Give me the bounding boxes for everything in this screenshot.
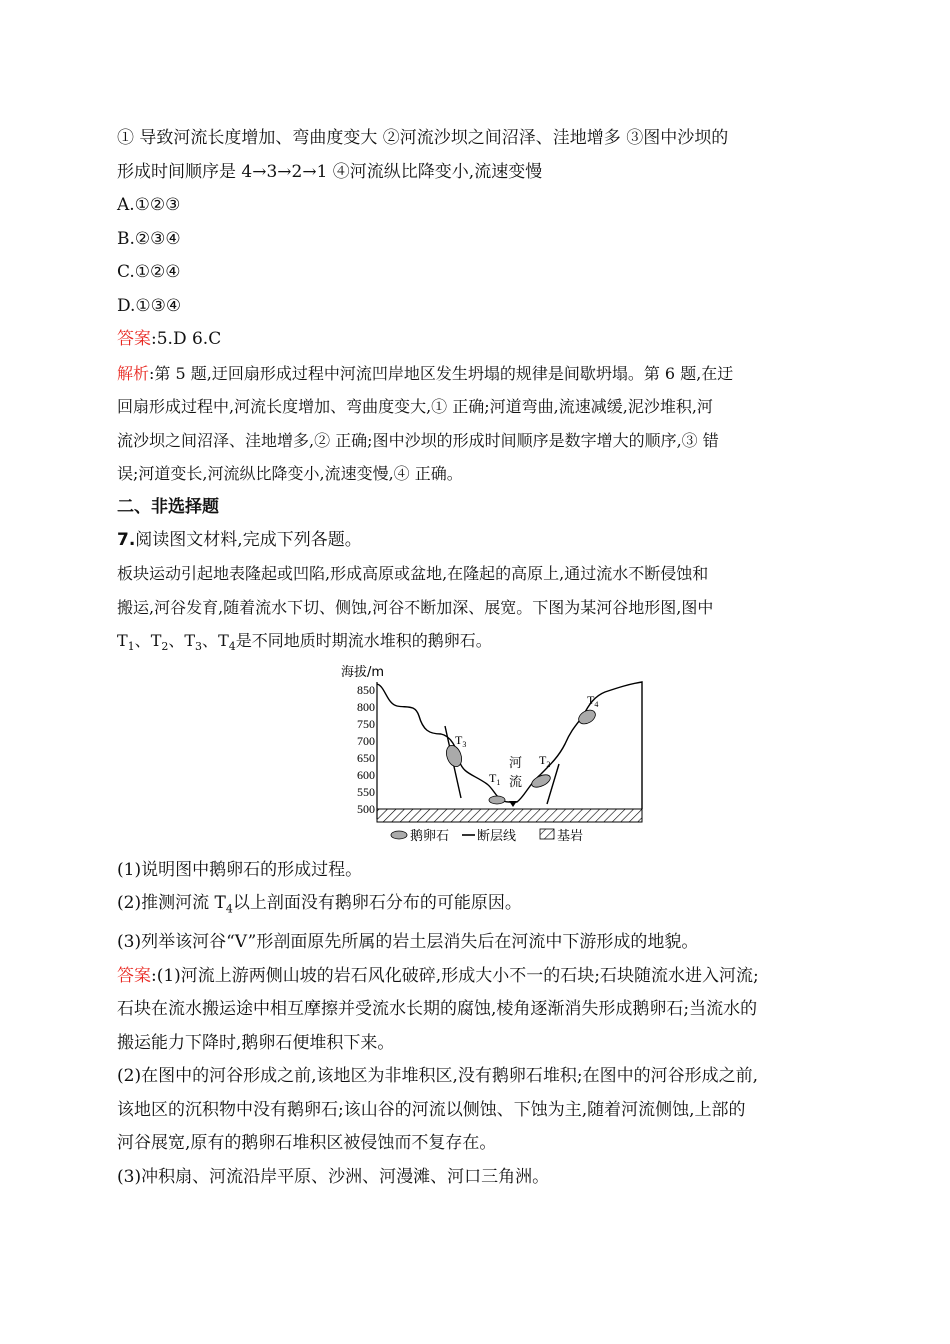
q7-number: 7. [117, 529, 136, 550]
q7-material-line: 板块运动引起地表隆起或凹陷,形成高原或盆地,在隆起的高原上,通过流水不断侵蚀和 [117, 564, 709, 583]
river-label: 河 [509, 755, 523, 771]
analysis-line: 回扇形成过程中,河流长度增加、弯曲度变大,① 正确;河道弯曲,流速减缓,泥沙堆积,河 [117, 397, 713, 416]
answer-line: (3)冲积扇、河流沿岸平原、沙洲、河漫滩、河口三角洲。 [117, 1166, 550, 1187]
answer-line: (2)在图中的河谷形成之前,该地区为非堆积区,没有鹅卵石堆积;在图中的河谷形成之前, [117, 1066, 759, 1087]
legend-label: 断层线 [477, 828, 517, 844]
choice-a: A.①②③ [117, 195, 181, 215]
q6-options-line1: ① 导致河流长度增加、弯曲度变大 ②河流沙坝之间沼泽、洼地增多 ③图中沙坝的 [117, 128, 729, 148]
y-tick: 850 [357, 682, 375, 697]
analysis-line: :第 5 题,迂回扇形成过程中河流凹岸地区发生坍塌的规律是间歇坍塌。第 6 题,在迂 [149, 363, 734, 383]
analysis-line: 流沙坝之间沼泽、洼地增多,② 正确;图中沙坝的形成时间顺序是数字增大的顺序,③ 错 [117, 430, 719, 450]
bedrock-layer [377, 809, 642, 822]
answer-line: :(1)河流上游两侧山坡的岩石风化破碎,形成大小不一的石块;石块随流水进入河流; [151, 965, 759, 986]
fault-line [547, 764, 559, 804]
y-tick: 700 [357, 733, 375, 748]
choice-b: B.②③④ [117, 228, 181, 249]
analysis-label: 解析 [117, 363, 150, 383]
answer-text: :5.D 6.C [151, 329, 222, 349]
q6-options-line2: 形成时间顺序是 4→3→2→1 ④河流纵比降变小,流速变慢 [117, 161, 543, 182]
y-tick: 800 [357, 699, 375, 714]
valley-profile-diagram [337, 664, 667, 844]
y-tick: 650 [357, 750, 375, 765]
sub-question-2: (2)推测河流 $T_4$以上剖面没有鹅卵石分布的可能原因。 [117, 893, 522, 916]
legend-pebble-icon [391, 831, 407, 839]
river-label: 流 [509, 774, 523, 790]
y-tick: 500 [357, 801, 375, 816]
q7-stem-text: 阅读图文材料,完成下列各题。 [135, 529, 362, 550]
answer-line: 该地区的沉积物中没有鹅卵石;该山谷的河流以侧蚀、下蚀为主,随着河流侧蚀,上部的 [117, 1099, 746, 1120]
river-marker [509, 801, 517, 807]
terrace-label: $T_3$ [455, 732, 467, 749]
analysis-5-6 [117, 357, 837, 491]
legend-label: 鹅卵石 [410, 828, 450, 844]
q7-material-line: $T_1$、$T_2$、$T_3$、$T_4$是不同地质时期流水堆积的鹅卵石。 [117, 631, 492, 654]
y-tick: 550 [357, 784, 375, 799]
sub-question-1: (1)说明图中鹅卵石的形成过程。 [117, 859, 363, 880]
answer-line: 石块在流水搬运途中相互摩擦并受流水长期的腐蚀,棱角逐渐消失形成鹅卵石;当流水的 [117, 999, 758, 1020]
valley-figure [117, 664, 837, 844]
answer-line: 河谷展宽,原有的鹅卵石堆积区被侵蚀而不复存在。 [117, 1133, 497, 1154]
answer-line: 搬运能力下降时,鹅卵石便堆积下来。 [117, 1032, 395, 1053]
pebble-deposit-t4 [576, 707, 598, 726]
answer-7 [117, 960, 837, 994]
terrace-label: $T_4$ [587, 692, 599, 709]
answer-5-6 [117, 323, 837, 357]
terrace-label: $T_1$ [489, 770, 501, 787]
legend-label: 基岩 [557, 828, 584, 844]
choice-c: C.①②④ [117, 262, 181, 282]
section-title: 二、非选择题 [117, 496, 219, 517]
terrace-label: $T_2$ [539, 752, 551, 769]
analysis-line: 误;河道变长,河流纵比降变小,流速变慢,④ 正确。 [117, 464, 463, 483]
sub-question-3: (3)列举该河谷“V”形剖面原先所属的岩土层消失后在河流中下游形成的地貌。 [117, 932, 699, 953]
answer-label: 答案 [117, 329, 151, 349]
y-tick: 750 [357, 716, 375, 731]
document-page [117, 122, 837, 1194]
y-tick: 600 [357, 767, 375, 782]
q7-material-line: 搬运,河谷发育,随着流水下切、侧蚀,河谷不断加深、展宽。下图为某河谷地形图,图中 [117, 597, 714, 617]
y-axis-title: 海拔/m [341, 664, 385, 680]
q7-stem [117, 524, 837, 558]
answer-label: 答案 [117, 965, 151, 986]
legend-bedrock-icon [540, 829, 554, 839]
choice-d: D.①③④ [117, 295, 182, 316]
legend [391, 828, 583, 844]
pebble-deposit-t1 [489, 796, 505, 804]
